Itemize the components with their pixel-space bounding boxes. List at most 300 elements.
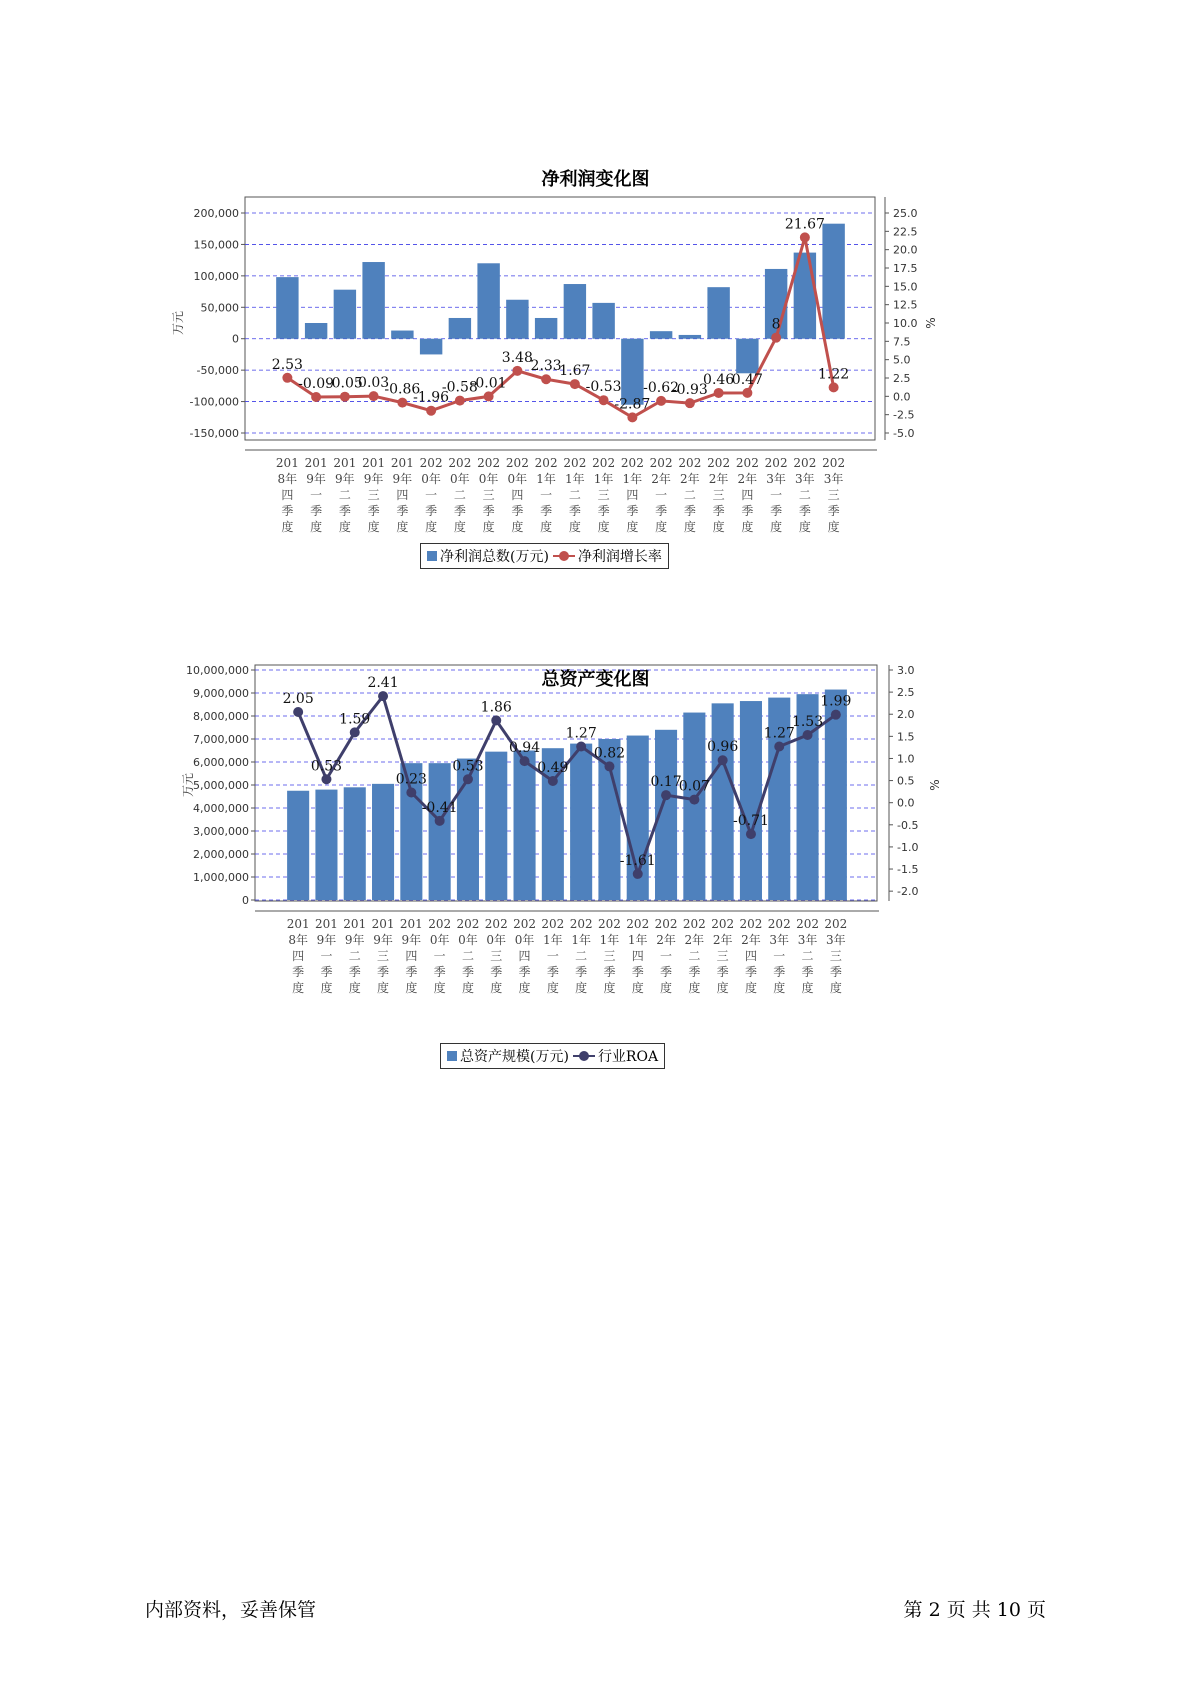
- bar: [429, 763, 451, 900]
- x-tick-label: 9年: [401, 933, 422, 947]
- line-point: [829, 382, 839, 392]
- data-label: 1.27: [565, 725, 597, 742]
- line-point: [685, 398, 695, 408]
- x-tick-label: 季: [801, 965, 814, 979]
- line-point: [426, 406, 436, 416]
- x-tick-label: 1年: [593, 472, 614, 486]
- x-tick-label: 季: [712, 504, 725, 518]
- x-tick-label: 201: [286, 917, 310, 931]
- line-point: [656, 396, 666, 406]
- y2-axis-title: %: [928, 779, 942, 791]
- x-tick-label: 度: [829, 981, 842, 995]
- x-tick-label: 3年: [766, 472, 786, 486]
- x-tick-label: 202: [707, 456, 731, 470]
- line-point: [397, 398, 407, 408]
- x-tick-label: 季: [461, 965, 474, 979]
- y2-tick-label: 22.5: [893, 225, 918, 239]
- x-tick-label: 季: [338, 504, 351, 518]
- bar: [683, 713, 705, 900]
- bar-swatch-icon: [447, 1051, 457, 1061]
- y-axis-title: 万元: [171, 310, 185, 336]
- bar: [344, 787, 366, 900]
- line-point: [321, 774, 331, 784]
- y-tick-label: 50,000: [200, 301, 239, 315]
- bar: [736, 339, 758, 374]
- y2-tick-label: -2.5: [893, 408, 915, 422]
- line-point: [369, 391, 379, 401]
- y-tick-label: -50,000: [196, 364, 239, 378]
- x-tick-label: 二: [348, 949, 361, 963]
- x-tick-label: 度: [540, 520, 553, 534]
- y-tick-label: 200,000: [193, 207, 239, 220]
- y-tick-label: 3,000,000: [193, 825, 249, 838]
- line-point: [435, 816, 445, 826]
- x-tick-label: 季: [626, 504, 639, 518]
- x-tick-label: 202: [739, 917, 763, 931]
- x-tick-label: 度: [744, 981, 757, 995]
- x-tick-label: 2年: [708, 472, 729, 486]
- data-label: -0.53: [585, 379, 622, 396]
- line-point: [541, 374, 551, 384]
- legend-label: 总资产规模(万元): [460, 1049, 569, 1065]
- x-tick-label: 9年: [344, 933, 365, 947]
- line-point: [463, 774, 473, 784]
- x-tick-label: 度: [433, 981, 446, 995]
- y2-tick-label: -1.5: [897, 863, 919, 877]
- x-tick-label: 201: [399, 917, 423, 931]
- x-tick-label: 度: [482, 520, 495, 534]
- x-tick-label: 三: [827, 488, 840, 502]
- x-tick-label: 季: [568, 504, 581, 518]
- x-tick-label: 度: [827, 520, 840, 534]
- line-point: [293, 707, 303, 717]
- x-tick-label: 1年: [536, 472, 556, 486]
- x-tick-label: 度: [453, 520, 466, 534]
- data-label: 8: [771, 316, 781, 333]
- x-tick-label: 度: [597, 520, 610, 534]
- x-tick-label: 202: [654, 917, 678, 931]
- x-tick-label: 9年: [335, 472, 355, 486]
- x-tick-label: 202: [620, 456, 644, 470]
- footer-page-number: 第 2 页 共 10 页: [903, 1599, 1046, 1621]
- y-tick-label: 8,000,000: [193, 710, 249, 723]
- x-tick-label: 二: [801, 949, 814, 963]
- bar: [420, 339, 442, 355]
- data-label: 1.53: [791, 714, 824, 731]
- line-point: [604, 761, 614, 771]
- x-tick-label: 度: [338, 520, 351, 534]
- line-swatch-icon: [573, 1051, 595, 1061]
- bar: [315, 790, 337, 900]
- line-point: [350, 727, 360, 737]
- x-tick-label: 0年: [478, 472, 499, 486]
- x-tick-label: 一: [540, 488, 553, 502]
- x-tick-label: 202: [428, 917, 452, 931]
- x-tick-label: 度: [518, 981, 531, 995]
- x-tick-label: 0年: [507, 472, 528, 486]
- x-tick-label: 202: [649, 456, 673, 470]
- x-tick-label: 四: [631, 949, 644, 963]
- x-tick-label: 季: [770, 504, 783, 518]
- x-tick-label: 二: [453, 488, 466, 502]
- x-tick-label: 四: [281, 488, 294, 502]
- x-tick-label: 三: [367, 488, 380, 502]
- y-tick-label: 1,000,000: [193, 871, 249, 884]
- x-tick-label: 3年: [823, 472, 844, 486]
- y-tick-label: 100,000: [193, 269, 239, 283]
- data-label: 0.53: [310, 758, 343, 775]
- x-tick-label: 季: [425, 504, 438, 518]
- data-label: 2.53: [271, 356, 303, 373]
- y-tick-label: 150,000: [193, 238, 239, 252]
- x-tick-label: 202: [505, 456, 529, 470]
- x-tick-label: 三: [716, 949, 729, 963]
- x-tick-label: 202: [419, 456, 443, 470]
- legend-item-bars: [427, 546, 549, 566]
- x-tick-label: 季: [631, 965, 644, 979]
- x-tick-label: 三: [712, 488, 725, 502]
- x-tick-label: 1年: [627, 933, 648, 947]
- bar: [592, 303, 614, 339]
- data-label: -0.09: [298, 375, 335, 392]
- x-tick-label: 二: [461, 949, 474, 963]
- x-tick-label: 1年: [599, 933, 620, 947]
- x-tick-label: 201: [343, 917, 367, 931]
- x-tick-label: 季: [367, 504, 380, 518]
- x-tick-label: 季: [655, 504, 668, 518]
- x-tick-label: 度: [712, 520, 725, 534]
- x-tick-label: 季: [683, 504, 696, 518]
- x-tick-label: 季: [603, 965, 616, 979]
- x-tick-label: 一: [660, 949, 673, 963]
- x-tick-label: 季: [716, 965, 729, 979]
- x-tick-label: 度: [511, 520, 524, 534]
- x-tick-label: 0年: [421, 472, 441, 486]
- bar-swatch-icon: [427, 551, 437, 561]
- bar: [477, 263, 499, 338]
- data-label: 0.53: [452, 758, 484, 775]
- x-tick-label: 一: [310, 488, 323, 502]
- x-tick-label: 季: [511, 504, 524, 518]
- line-point: [831, 710, 841, 720]
- x-tick-label: 一: [546, 949, 559, 963]
- x-tick-label: 度: [773, 981, 786, 995]
- data-label: -0.05: [326, 375, 363, 392]
- bar: [712, 703, 734, 900]
- x-tick-label: 度: [603, 981, 616, 995]
- x-tick-label: 季: [540, 504, 553, 518]
- x-tick-label: 0年: [458, 933, 478, 947]
- bar: [564, 284, 586, 339]
- x-tick-label: 202: [534, 456, 558, 470]
- x-tick-label: 季: [518, 965, 531, 979]
- line-point: [803, 730, 813, 740]
- line-point: [378, 691, 388, 701]
- line-point: [627, 412, 637, 422]
- x-tick-label: 202: [484, 917, 508, 931]
- x-tick-label: 202: [793, 456, 817, 470]
- x-tick-label: 0年: [429, 933, 450, 947]
- y-tick-label: 0: [232, 332, 239, 346]
- x-tick-label: 202: [569, 917, 593, 931]
- x-tick-label: 季: [827, 504, 840, 518]
- x-tick-label: 201: [390, 456, 414, 470]
- x-tick-label: 度: [546, 981, 559, 995]
- x-tick-label: 三: [603, 949, 616, 963]
- x-tick-label: 一: [655, 488, 668, 502]
- x-tick-label: 1年: [543, 933, 563, 947]
- x-tick-label: 202: [477, 456, 501, 470]
- data-label: -2.87: [614, 396, 651, 413]
- bar: [334, 290, 356, 339]
- bar: [570, 744, 592, 900]
- x-tick-label: 202: [626, 917, 650, 931]
- x-tick-label: 202: [711, 917, 735, 931]
- x-tick-label: 季: [310, 504, 323, 518]
- line-point: [512, 366, 522, 376]
- line-point: [689, 795, 699, 805]
- x-tick-label: 一: [425, 488, 438, 502]
- x-tick-label: 202: [541, 917, 565, 931]
- x-tick-label: 202: [597, 917, 621, 931]
- x-tick-label: 202: [822, 456, 846, 470]
- y2-tick-label: 0.0: [893, 390, 911, 404]
- line-point: [633, 869, 643, 879]
- line-point: [774, 742, 784, 752]
- legend: [440, 1043, 665, 1069]
- legend-item-line: [553, 546, 662, 566]
- x-tick-label: 季: [829, 965, 842, 979]
- x-tick-label: 度: [801, 981, 814, 995]
- x-tick-label: 202: [456, 917, 480, 931]
- x-tick-label: 度: [490, 981, 503, 995]
- x-tick-label: 季: [688, 965, 701, 979]
- x-tick-label: 度: [405, 981, 418, 995]
- data-label: 2.33: [530, 358, 562, 375]
- y2-tick-label: 25.0: [893, 207, 918, 220]
- line-point: [406, 788, 416, 798]
- data-label: 1.27: [763, 725, 795, 742]
- y2-tick-label: -1.0: [897, 840, 919, 854]
- x-tick-label: 季: [660, 965, 673, 979]
- data-label: -0.62: [643, 379, 680, 396]
- x-tick-label: 度: [320, 981, 333, 995]
- x-tick-label: 1年: [622, 472, 643, 486]
- y-tick-label: 7,000,000: [193, 733, 249, 746]
- x-tick-label: 2年: [680, 472, 700, 486]
- bar: [621, 339, 643, 405]
- x-tick-label: 0年: [450, 472, 470, 486]
- data-label: 0.03: [358, 375, 390, 392]
- line-point: [340, 392, 350, 402]
- x-tick-label: 季: [320, 965, 333, 979]
- x-tick-label: 一: [320, 949, 333, 963]
- x-tick-label: 1年: [571, 933, 591, 947]
- line-point: [746, 829, 756, 839]
- x-tick-label: 季: [597, 504, 610, 518]
- x-tick-label: 1年: [565, 472, 585, 486]
- y2-tick-label: 0.5: [897, 774, 915, 788]
- line-point: [800, 232, 810, 242]
- data-label: 1.67: [559, 363, 591, 380]
- x-tick-label: 四: [396, 488, 409, 502]
- y2-tick-label: 10.0: [893, 317, 918, 330]
- x-tick-label: 202: [513, 917, 537, 931]
- bar: [740, 701, 762, 900]
- x-tick-label: 季: [348, 965, 361, 979]
- net-profit-chart: [0, 165, 1191, 625]
- data-label: 0.17: [650, 774, 682, 791]
- x-tick-label: 季: [433, 965, 446, 979]
- line-point: [771, 333, 781, 343]
- data-label: -1.96: [413, 389, 450, 406]
- legend: [420, 543, 669, 569]
- x-tick-label: 3年: [769, 933, 790, 947]
- x-tick-label: 度: [377, 981, 390, 995]
- data-label: 0.49: [537, 760, 569, 777]
- x-tick-label: 四: [518, 949, 531, 963]
- y2-tick-label: 20.0: [893, 243, 918, 257]
- y2-tick-label: -0.5: [897, 818, 919, 832]
- x-tick-label: 二: [568, 488, 581, 502]
- x-tick-label: 度: [716, 981, 729, 995]
- x-tick-label: 度: [655, 520, 668, 534]
- legend-item-line: [573, 1046, 658, 1066]
- x-tick-label: 度: [798, 520, 811, 534]
- x-tick-label: 度: [292, 981, 305, 995]
- y-tick-label: 2,000,000: [193, 848, 249, 861]
- x-tick-label: 二: [683, 488, 696, 502]
- x-tick-label: 9年: [306, 472, 326, 486]
- bar: [506, 300, 528, 339]
- y-axis-title: 万元: [181, 772, 195, 798]
- x-tick-label: 四: [744, 949, 757, 963]
- x-tick-label: 3年: [826, 933, 846, 947]
- x-tick-label: 9年: [316, 933, 337, 947]
- x-tick-label: 季: [773, 965, 786, 979]
- x-tick-label: 201: [333, 456, 357, 470]
- x-tick-label: 2年: [651, 472, 671, 486]
- bar: [707, 287, 729, 339]
- data-label: 0.94: [508, 740, 541, 757]
- line-point: [484, 391, 494, 401]
- x-tick-label: 0年: [486, 933, 507, 947]
- y-tick-label: 10,000,000: [186, 664, 249, 677]
- legend-label: 行业ROA: [597, 1049, 659, 1065]
- y-tick-label: 4,000,000: [193, 802, 249, 815]
- line-point: [599, 395, 609, 405]
- x-tick-label: 度: [626, 520, 639, 534]
- line-point: [718, 755, 728, 765]
- x-tick-label: 202: [824, 917, 848, 931]
- data-label: -0.58: [441, 379, 478, 396]
- y2-tick-label: 3.0: [897, 664, 915, 677]
- x-tick-label: 三: [597, 488, 610, 502]
- bar: [391, 331, 413, 339]
- x-tick-label: 四: [405, 949, 418, 963]
- line-point: [520, 756, 530, 766]
- y-tick-label: 0: [242, 894, 249, 907]
- total-assets-chart: [0, 665, 1191, 1125]
- data-label: -0.86: [384, 381, 421, 398]
- y2-tick-label: 2.5: [897, 686, 915, 700]
- y-tick-label: -100,000: [189, 395, 239, 409]
- x-tick-label: 度: [770, 520, 783, 534]
- x-tick-label: 202: [767, 917, 791, 931]
- x-tick-label: 度: [425, 520, 438, 534]
- y2-tick-label: 2.5: [893, 372, 911, 385]
- x-tick-label: 四: [741, 488, 754, 502]
- x-tick-label: 度: [741, 520, 754, 534]
- y2-axis-title: %: [924, 317, 938, 329]
- y2-tick-label: 7.5: [893, 335, 911, 349]
- line-point: [548, 776, 558, 786]
- data-label: 0.82: [593, 745, 626, 762]
- data-label: -0.93: [671, 382, 708, 399]
- x-tick-label: 四: [511, 488, 524, 502]
- x-tick-label: 季: [741, 504, 754, 518]
- data-label: 2.05: [282, 691, 314, 708]
- footer-confidential-note: 内部资料，妥善保管: [145, 1599, 317, 1621]
- x-tick-label: 9年: [392, 472, 413, 486]
- data-label: 3.48: [501, 349, 533, 366]
- x-tick-label: 季: [482, 504, 495, 518]
- data-label: 2.41: [367, 675, 399, 692]
- chart-title: 总资产变化图: [541, 669, 650, 690]
- bar: [514, 751, 536, 901]
- x-tick-label: 201: [371, 917, 395, 931]
- x-tick-label: 季: [546, 965, 559, 979]
- legend-label: 净利润增长率: [577, 549, 662, 565]
- x-tick-label: 季: [281, 504, 294, 518]
- bar: [679, 335, 701, 339]
- bar: [449, 318, 471, 339]
- x-tick-label: 201: [362, 456, 386, 470]
- data-label: 0.07: [678, 778, 710, 795]
- x-tick-label: 一: [773, 949, 786, 963]
- x-tick-label: 3年: [797, 933, 818, 947]
- data-label: -1.61: [619, 852, 656, 869]
- data-label: 1.86: [480, 699, 512, 716]
- x-tick-label: 0年: [514, 933, 535, 947]
- bar: [305, 323, 327, 339]
- line-point: [661, 790, 671, 800]
- x-tick-label: 季: [292, 965, 305, 979]
- x-tick-label: 8年: [288, 933, 308, 947]
- x-tick-label: 202: [678, 456, 702, 470]
- x-tick-label: 季: [490, 965, 503, 979]
- y2-tick-label: 12.5: [893, 298, 918, 312]
- x-tick-label: 9年: [373, 933, 393, 947]
- x-tick-label: 度: [683, 520, 696, 534]
- x-tick-label: 一: [433, 949, 446, 963]
- bar: [287, 791, 309, 900]
- y2-tick-label: 1.5: [897, 730, 915, 744]
- x-tick-label: 度: [688, 981, 701, 995]
- x-tick-label: 度: [348, 981, 361, 995]
- line-point: [742, 388, 752, 398]
- y2-tick-label: 5.0: [893, 353, 911, 367]
- x-tick-label: 二: [688, 949, 701, 963]
- x-tick-label: 二: [575, 949, 588, 963]
- data-label: 0.96: [707, 739, 739, 756]
- data-label: -0.41: [421, 799, 458, 816]
- chart-title: 净利润变化图: [541, 169, 650, 190]
- x-tick-label: 三: [377, 949, 390, 963]
- bar: [822, 224, 844, 339]
- data-label: 1.99: [820, 693, 852, 710]
- data-label: -0.01: [470, 375, 507, 392]
